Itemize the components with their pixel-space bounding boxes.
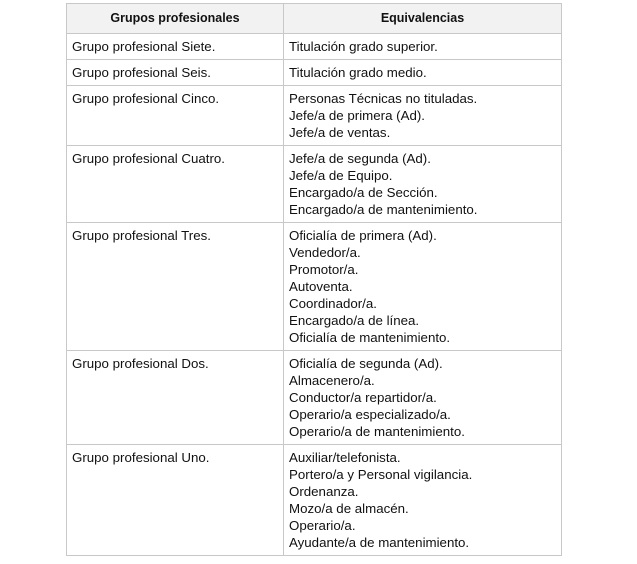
equivalence-item: Mozo/a de almacén.: [289, 501, 409, 516]
table-row: [67, 60, 562, 86]
equivalence-item: Jefe/a de primera (Ad).: [289, 108, 425, 123]
group-cell: Grupo profesional Tres.: [67, 223, 284, 351]
table-header-row: [67, 4, 562, 34]
equivalence-item: Oficialía de primera (Ad).: [289, 228, 437, 243]
equivalence-item: Encargado/a de mantenimiento.: [289, 202, 478, 217]
equivalences-cell: [284, 445, 562, 556]
equivalences-cell: [284, 351, 562, 445]
group-cell: Grupo profesional Siete.: [67, 34, 284, 60]
equivalences-cell: [284, 223, 562, 351]
table-row: [67, 223, 562, 351]
equivalence-item: Titulación grado medio.: [289, 65, 427, 80]
equivalence-item: Promotor/a.: [289, 262, 359, 277]
equivalence-item: Vendedor/a.: [289, 245, 361, 260]
equivalence-item: Personas Técnicas no tituladas.: [289, 91, 478, 106]
table-row: [67, 86, 562, 146]
equivalence-item: Conductor/a repartidor/a.: [289, 390, 437, 405]
table-row: [67, 34, 562, 60]
equivalence-item: Jefe/a de ventas.: [289, 125, 391, 140]
equivalence-item: Portero/a y Personal vigilancia.: [289, 467, 473, 482]
group-cell: Grupo profesional Dos.: [67, 351, 284, 445]
professional-groups-table: [66, 3, 562, 556]
header-equivalencias: Equivalencias: [284, 4, 562, 34]
equivalence-item: Auxiliar/telefonista.: [289, 450, 401, 465]
equivalence-item: Jefe/a de Equipo.: [289, 168, 393, 183]
group-cell: Grupo profesional Seis.: [67, 60, 284, 86]
equivalence-item: Operario/a.: [289, 518, 356, 533]
table-row: [67, 146, 562, 223]
equivalence-item: Encargado/a de línea.: [289, 313, 420, 328]
equivalences-cell: [284, 34, 562, 60]
equivalence-item: Jefe/a de segunda (Ad).: [289, 151, 431, 166]
equivalence-item: Autoventa.: [289, 279, 353, 294]
equivalence-item: Operario/a de mantenimiento.: [289, 424, 465, 439]
equivalence-item: Coordinador/a.: [289, 296, 377, 311]
group-cell: Grupo profesional Uno.: [67, 445, 284, 556]
equivalence-item: Almacenero/a.: [289, 373, 375, 388]
equivalence-item: Operario/a especializado/a.: [289, 407, 451, 422]
table-row: [67, 351, 562, 445]
equivalence-item: Titulación grado superior.: [289, 39, 438, 54]
group-cell: Grupo profesional Cuatro.: [67, 146, 284, 223]
equivalence-item: Ordenanza.: [289, 484, 359, 499]
equivalences-cell: [284, 60, 562, 86]
equivalence-item: Oficialía de mantenimiento.: [289, 330, 451, 345]
equivalences-cell: [284, 146, 562, 223]
equivalences-cell: [284, 86, 562, 146]
equivalence-item: Encargado/a de Sección.: [289, 185, 438, 200]
header-grupos-profesionales: Grupos profesionales: [67, 4, 284, 34]
equivalence-item: Oficialía de segunda (Ad).: [289, 356, 443, 371]
group-cell: Grupo profesional Cinco.: [67, 86, 284, 146]
equivalence-item: Ayudante/a de mantenimiento.: [289, 535, 470, 550]
table-row: [67, 445, 562, 556]
